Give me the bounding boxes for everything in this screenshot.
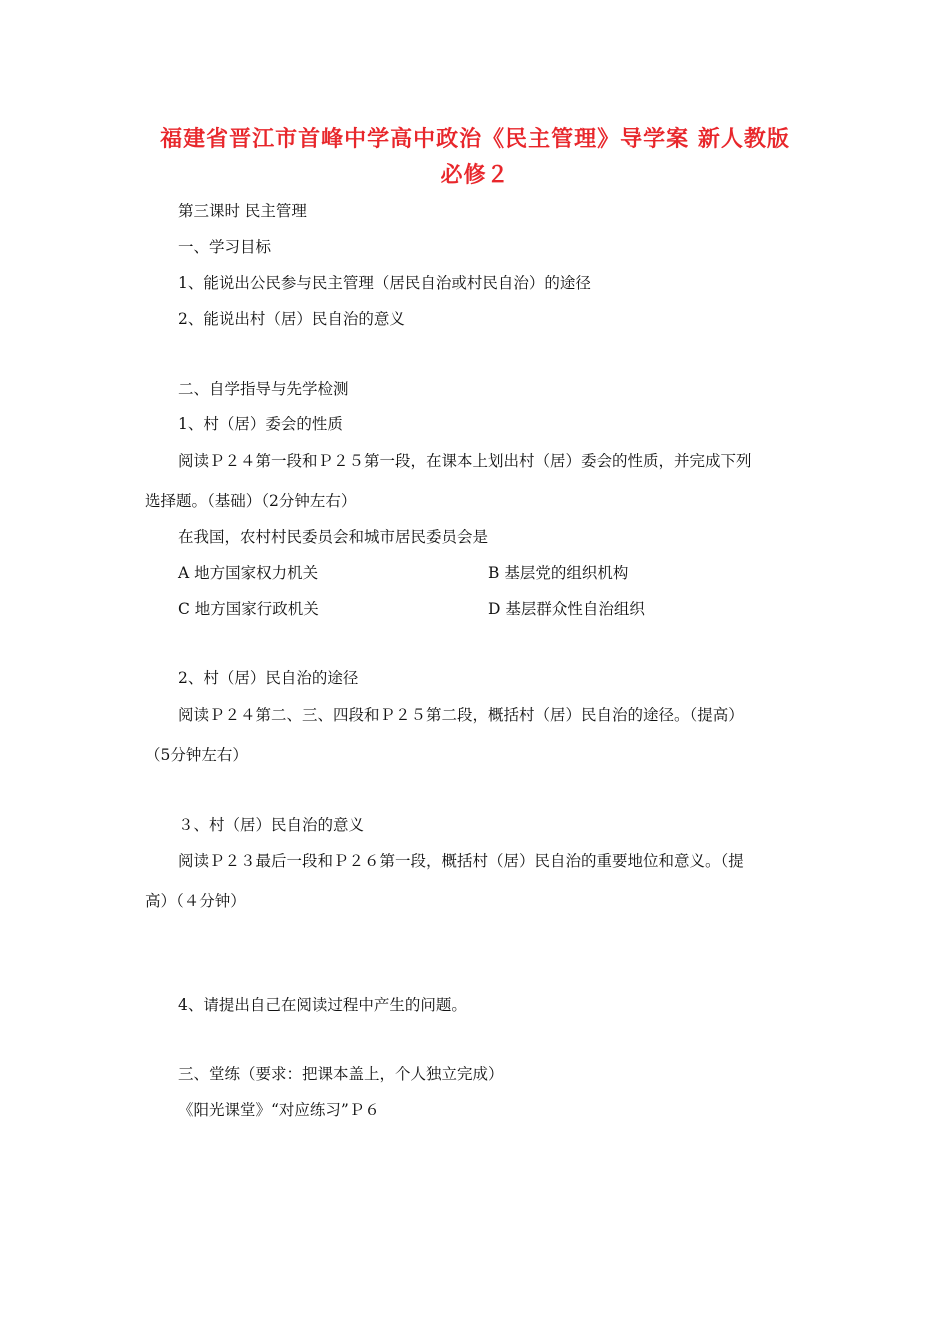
section1-heading: 一、学习目标	[178, 238, 272, 256]
q2-instruction-line2: （5分钟左右）	[145, 746, 248, 764]
lesson-title: 第三课时 民主管理	[178, 202, 307, 220]
q4: 4、请提出自己在阅读过程中产生的问题。	[178, 996, 467, 1014]
q1-instruction-line2: 选择题。（基础）（2分钟左右）	[145, 492, 357, 510]
option-b: B 基层党的组织机构	[488, 564, 629, 582]
section3-heading: 三、堂练（要求：把课本盖上，个人独立完成）	[178, 1065, 504, 1083]
section2-heading: 二、自学指导与先学检测	[178, 380, 349, 398]
q1-question: 在我国，农村村民委员会和城市居民委员会是	[178, 528, 489, 546]
practice-reference: 《阳光课堂》“对应练习”Ｐ６	[178, 1101, 380, 1119]
q3-heading: ３、村（居）民自治的意义	[178, 816, 365, 834]
q2-heading: 2、村（居）民自治的途径	[178, 669, 359, 687]
option-d: D 基层群众性自治组织	[488, 600, 645, 618]
q1-instruction-line1: 阅读Ｐ２４第一段和Ｐ２５第一段，在课本上划出村（居）委会的性质，并完成下列	[178, 452, 752, 470]
q3-instruction-line1: 阅读Ｐ２３最后一段和Ｐ２６第一段，概括村（居）民自治的重要地位和意义。（提	[178, 852, 744, 870]
option-c: C 地方国家行政机关	[178, 600, 319, 618]
goal-2: 2、能说出村（居）民自治的意义	[178, 310, 405, 328]
document-title-line2: 必修２	[440, 162, 510, 188]
goal-1: 1、能说出公民参与民主管理（居民自治或村民自治）的途径	[178, 274, 591, 292]
q1-heading: 1、村（居）委会的性质	[178, 415, 343, 433]
document-title-line1: 福建省晋江市首峰中学高中政治《民主管理》导学案 新人教版	[160, 126, 790, 152]
option-a: A 地方国家权力机关	[178, 564, 319, 582]
q2-instruction-line1: 阅读Ｐ２４第二、三、四段和Ｐ２５第二段，概括村（居）民自治的途径。（提高）	[178, 706, 744, 724]
q3-instruction-line2: 高）（４分钟）	[145, 892, 246, 910]
